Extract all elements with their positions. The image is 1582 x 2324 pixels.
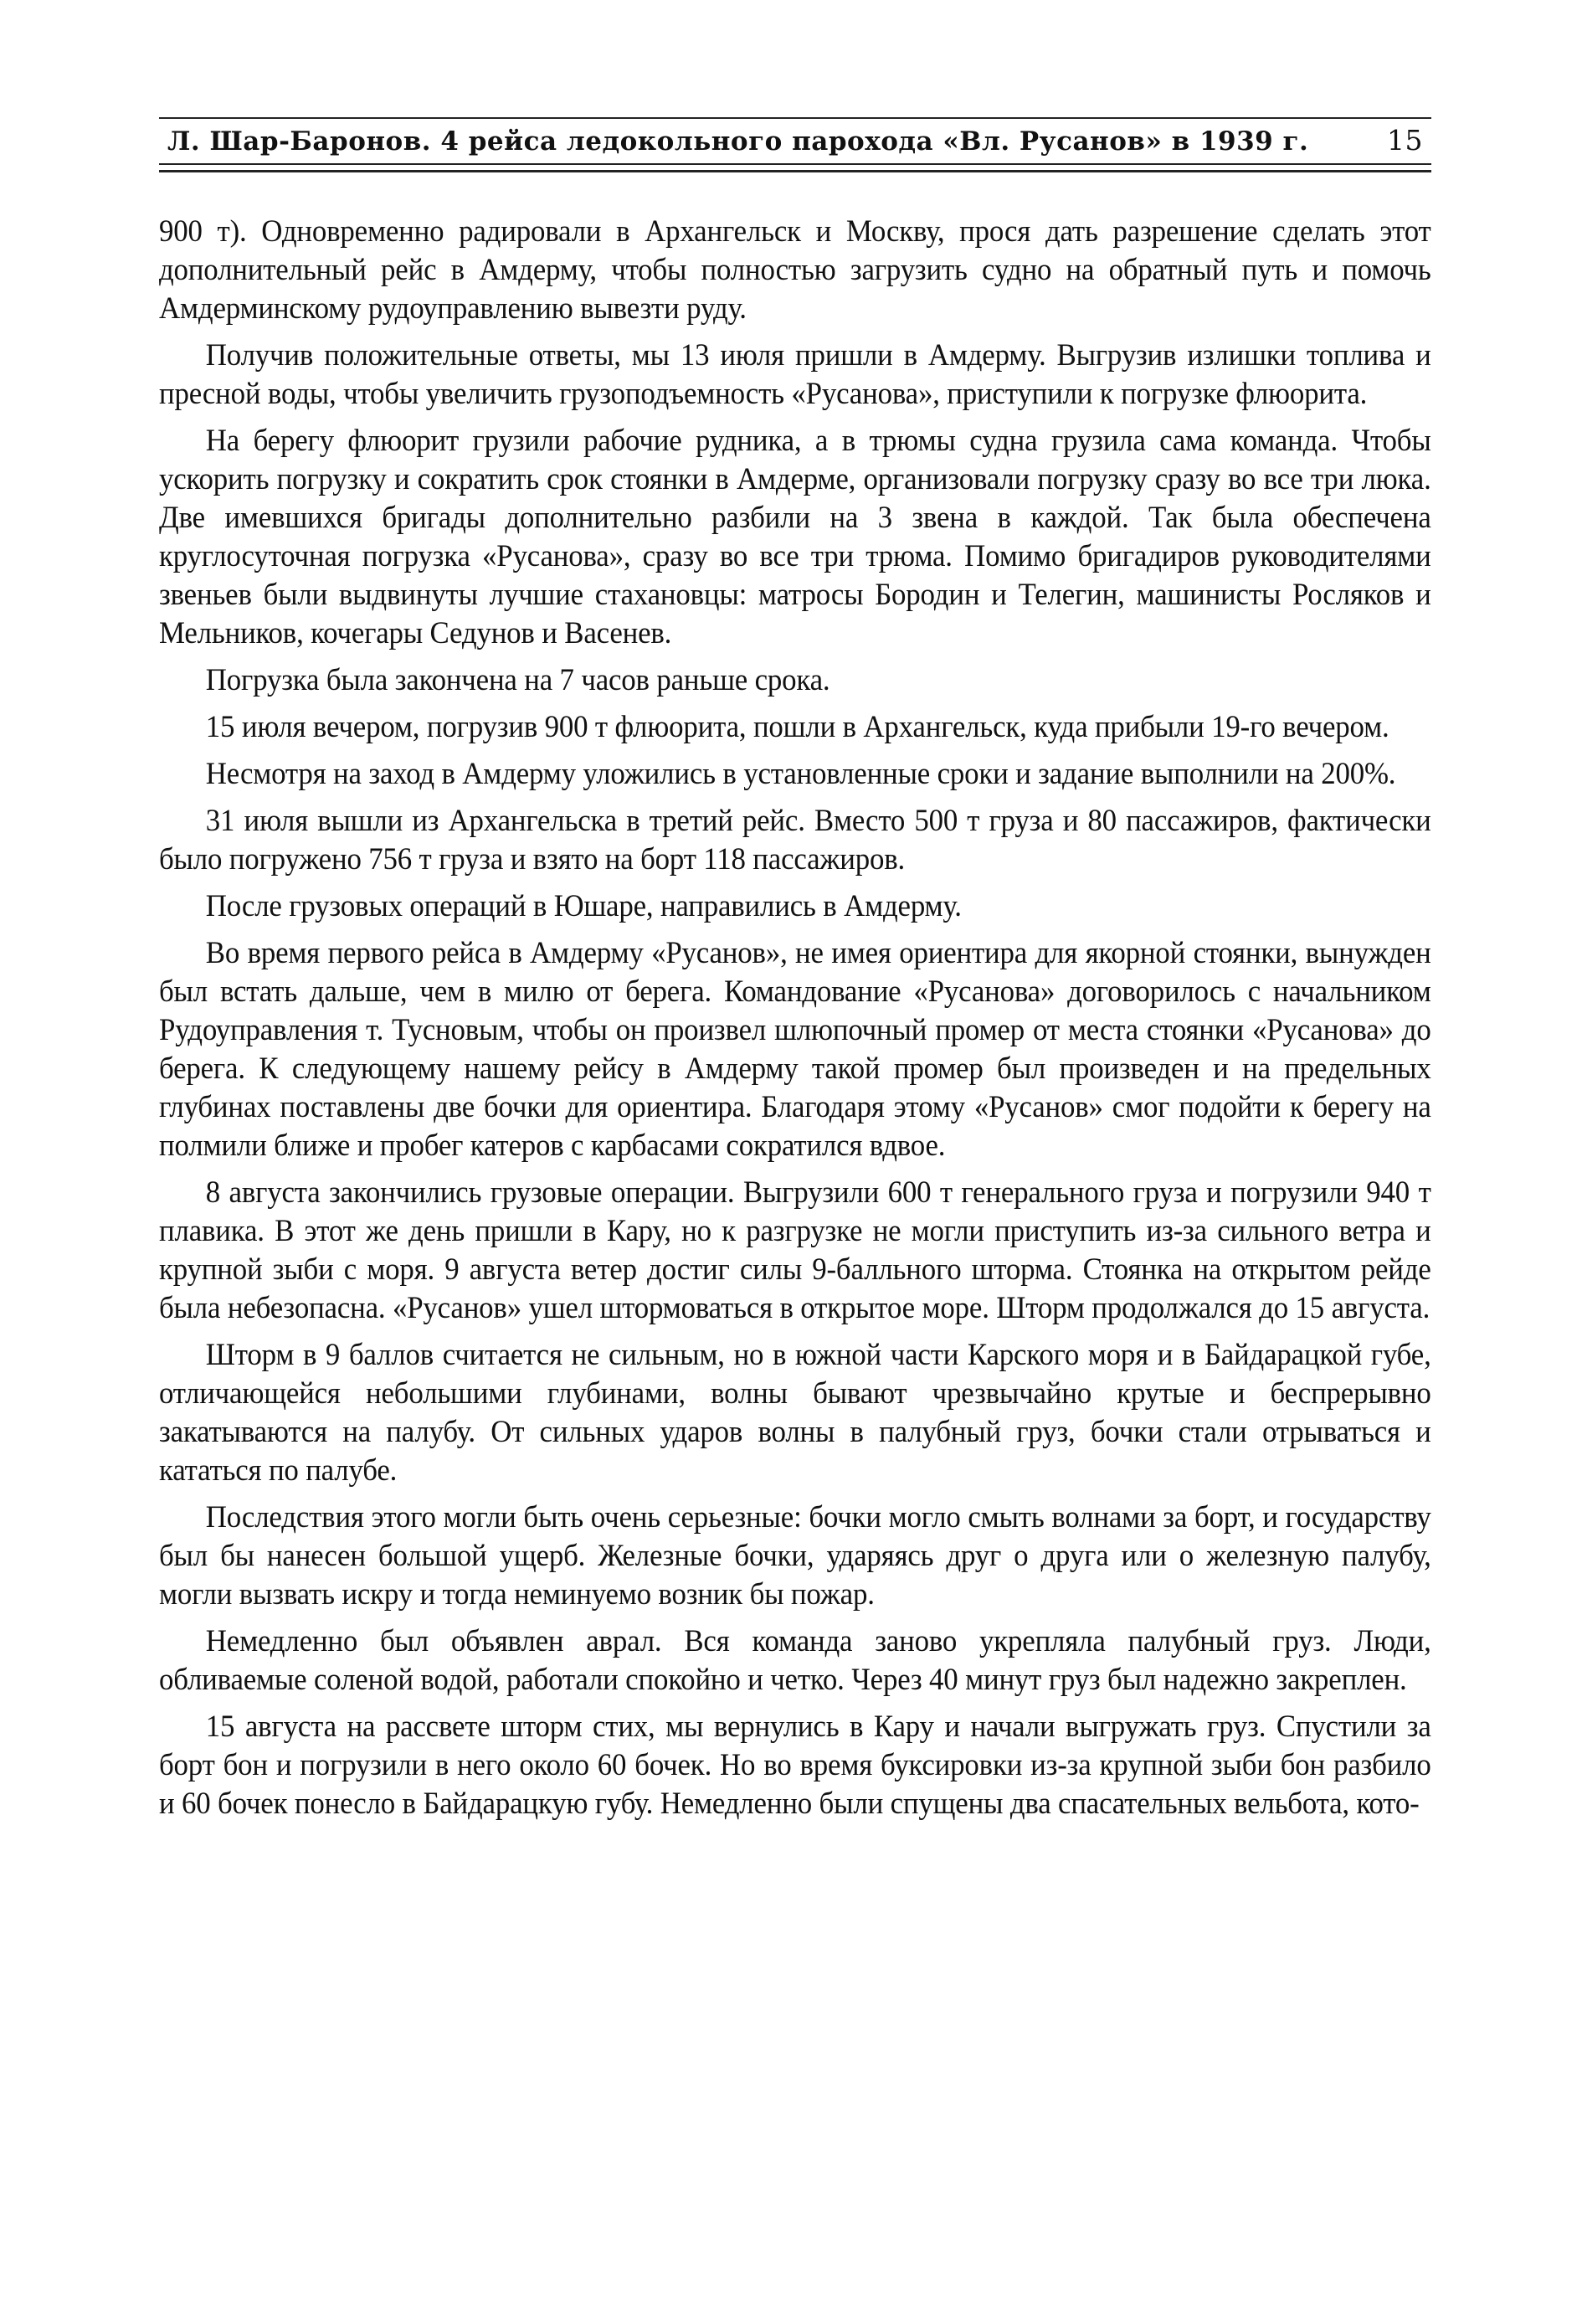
paragraph: Последствия этого могли быть очень серьезные: бочки могло смыть волнами за борт, и государству был бы нанесен большой ущерб. Железные бочки, ударяясь друг о друга или о железную палубу, могли вызвать искру и тогда неминуемо возник бы пожар. [159,1500,1431,1612]
paragraph: Несмотря на заход в Амдерму уложились в установленные сроки и задание выполнили на 200%. [205,757,1396,791]
paragraph: Получив положительные ответы, мы 13 июля пришли в Амдерму. Выгрузив излишки топлива и пресной воды, чтобы увеличить грузоподъемность «Русанова», приступили к погрузке флюорита. [159,338,1431,411]
paragraph: На берегу флюорит грузили рабочие рудника, а в трюмы судна грузила сама команда. Чтобы ускорить погрузку и сократить срок стоянки в Амдерме, организовали погрузку сразу во все три люка. Две имевшихся бригады дополнительно разбили на 3 звена в каждой. Так была обеспечена круглосуточная погрузка «Русанова», сразу во все три трюма. Помимо бригадиров руководителями звеньев были выдвинуты лучшие стахановцы: матросы Бородин и Телегин, машинисты Росляков и Мельников, кочегары Седунов и Васенев. [159,424,1431,650]
paragraph: Немедленно был объявлен аврал. Вся команда заново укрепляла палубный груз. Люди, обливаемые соленой водой, работали спокойно и четко. Через 40 минут груз был надежно закреплен. [159,1624,1431,1697]
header-rule [159,163,1431,165]
paragraph: После грузовых операций в Юшаре, направились в Амдерму. [205,889,962,923]
document-page [159,117,1431,1832]
paragraph: Шторм в 9 баллов считается не сильным, но в южной части Карского моря и в Байдарацкой губе, отличающейся небольшими глубинами, волны бывают чрезвычайно крутые и беспрерывно закатываются на палубу. От сильных ударов волны в палубный груз, бочки стали отрываться и кататься по палубе. [159,1338,1431,1488]
paragraph: Погрузка была закончена на 7 часов раньше срока. [205,663,830,697]
paragraph: 900 т). Одновременно радировали в Архангельск и Москву, прося дать разрешение сделать этот дополнительный рейс в Амдерму, чтобы полностью загрузить судно на обратный путь и помочь Амдерминскому рудоуправлению вывезти руду. [159,214,1431,326]
page-number: 15 [1387,124,1423,157]
paragraph: Во время первого рейса в Амдерму «Русанов», не имея ориентира для якорной стоянки, вынужден был встать дальше, чем в милю от берега. Командование «Русанова» договорилось с начальником Рудоуправления т. Тусновым, чтобы он произвел шлюпочный промер от места стоянки «Русанова» до берега. К следующему нашему рейсу в Амдерму такой промер был произведен и на предельных глубинах поставлены две бочки для ориентира. Благодаря этому «Русанов» смог подойти к берегу на полмили ближе и пробег катеров с карбасами сократился вдвое. [159,936,1431,1163]
paragraph: 15 июля вечером, погрузив 900 т флюорита, пошли в Архангельск, куда прибыли 19-го вечером. [205,710,1389,744]
paragraph: 31 июля вышли из Архангельска в третий рейс. Вместо 500 т груза и 80 пассажиров, фактически было погружено 756 т груза и взято на борт 118 пассажиров. [159,804,1431,877]
running-header [159,117,1431,162]
article-body [159,213,1431,1823]
paragraph: 15 августа на рассвете шторм стих, мы вернулись в Кару и начали выгружать груз. Спустили за борт бон и погрузили в него около 60 бочек. Но во время буксировки из-за крупной зыби бон разбило и 60 бочек понесло в Байдарацкую губу. Немедленно были спущены два спасательных вельбота, кото- [159,1710,1431,1821]
running-title: Л. Шар-Баронов. 4 рейса ледокольного парохода «Вл. Русанов» в 1939 г. [167,126,1309,157]
header-rule-double [159,170,1431,172]
paragraph: 8 августа закончились грузовые операции. Выгрузили 600 т генерального груза и погрузили 940 т плавика. В этот же день пришли в Кару, но к разгрузке не могли приступить из-за сильного ветра и крупной зыби с моря. 9 августа ветер достиг силы 9-балльного шторма. Стоянка на открытом рейде была небезопасна. «Русанов» ушел штормоваться в открытое море. Шторм продолжался до 15 августа. [159,1175,1431,1325]
